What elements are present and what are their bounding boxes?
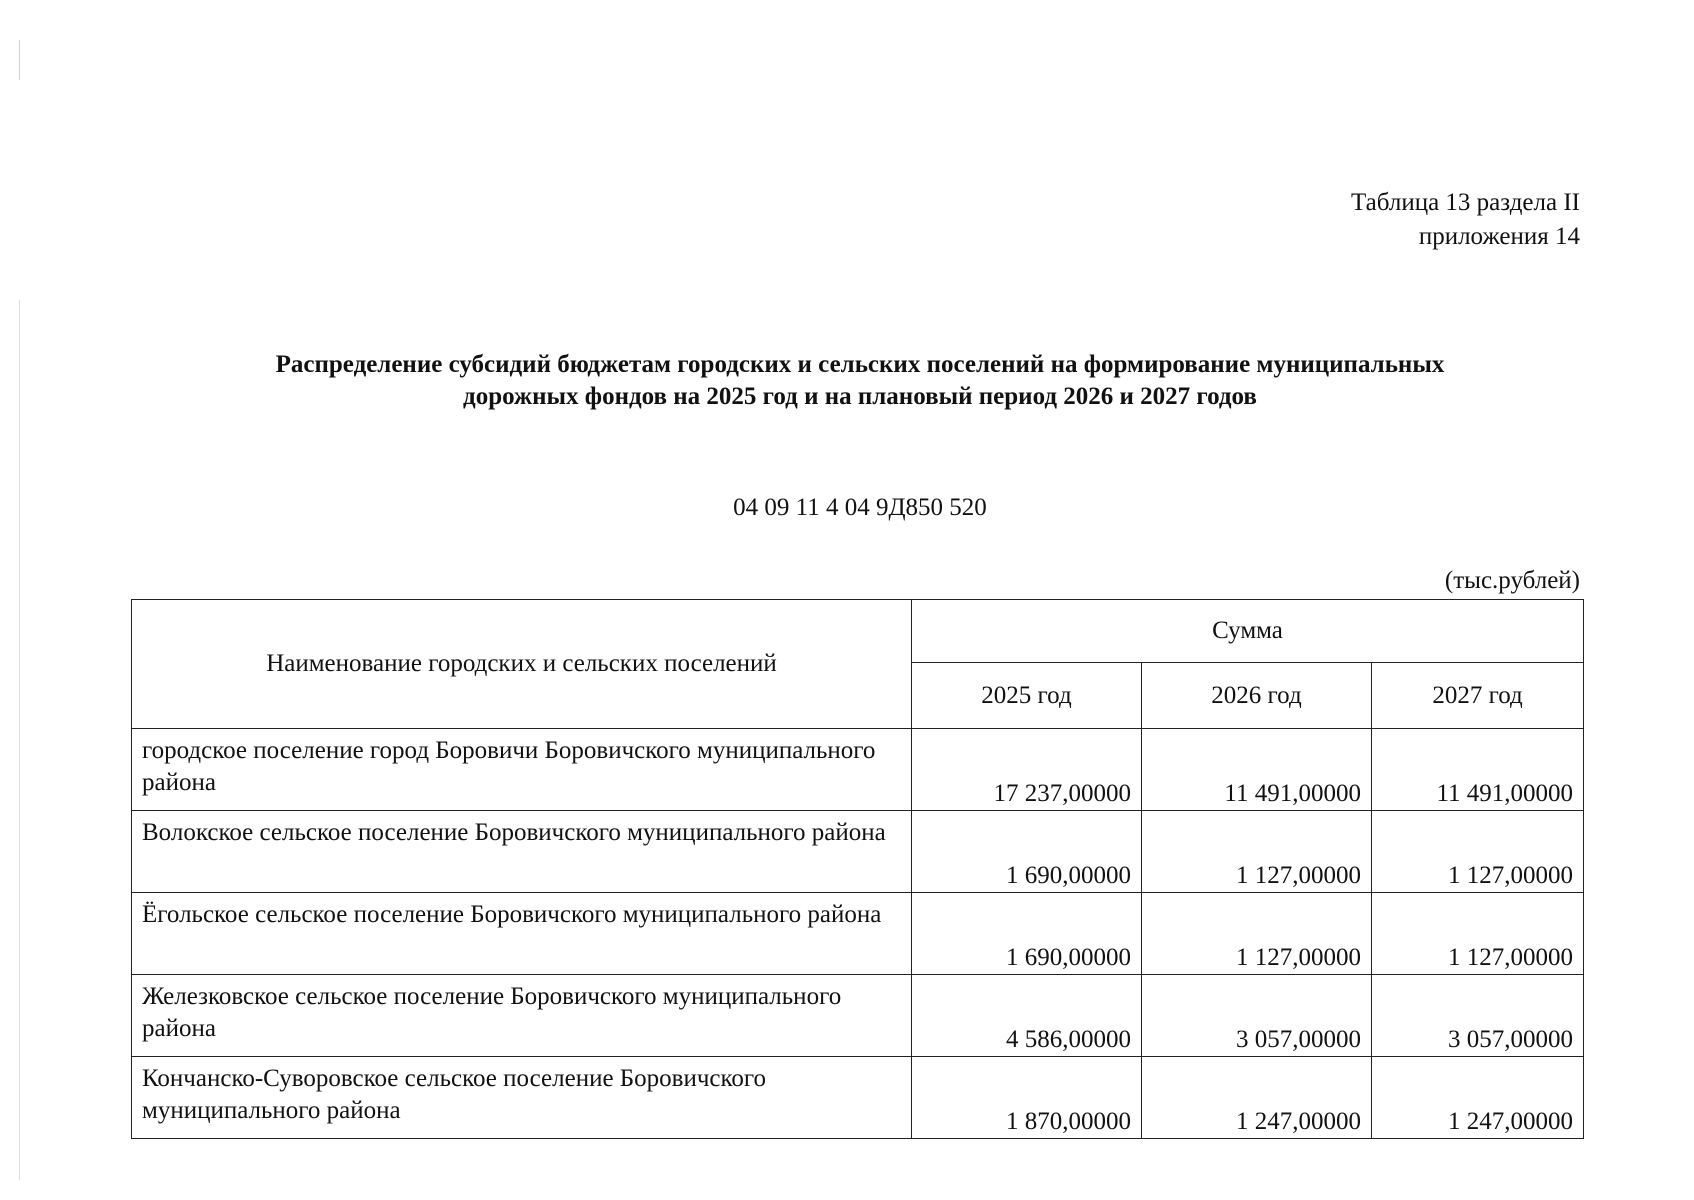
table-row (132, 729, 1584, 811)
document-title-line: Распределение субсидий бюджетам городских и сельских поселений на формирование муниципальных (275, 351, 1445, 378)
column-header-name: Наименование городских и сельских поселений (132, 600, 912, 729)
table-row (132, 975, 1584, 1057)
table-reference (1351, 186, 1580, 254)
column-header-year: 2027 год (1372, 663, 1584, 729)
table-reference-line: Таблица 13 раздела II (1351, 189, 1580, 216)
amount-cell: 1 247,00000 (1142, 1057, 1372, 1139)
settlement-name: городское поселение город Боровичи Боровичского муниципального района (132, 729, 912, 811)
amount-cell: 1 127,00000 (1372, 893, 1584, 975)
amount-cell: 3 057,00000 (1142, 975, 1372, 1057)
scan-edge-line (19, 300, 20, 1180)
amount-cell: 1 247,00000 (1372, 1057, 1584, 1139)
table-reference-line: приложения 14 (1418, 223, 1580, 250)
column-header-sum: Сумма (912, 600, 1584, 663)
amount-cell: 1 127,00000 (1372, 811, 1584, 893)
amount-cell: 3 057,00000 (1372, 975, 1584, 1057)
amount-cell: 11 491,00000 (1372, 729, 1584, 811)
amount-cell: 17 237,00000 (912, 729, 1142, 811)
table-header-row (132, 600, 1584, 663)
amount-cell: 1 127,00000 (1142, 893, 1372, 975)
settlement-name: Волокское сельское поселение Боровичского муниципального района (132, 811, 912, 893)
settlement-name: Железковское сельское поселение Боровичского муниципального района (132, 975, 912, 1057)
amount-cell: 1 690,00000 (912, 811, 1142, 893)
amount-cell: 1 690,00000 (912, 893, 1142, 975)
settlement-name: Ёгольское сельское поселение Боровичского муниципального района (132, 893, 912, 975)
budget-classification-code: 04 09 11 4 04 9Д850 520 (733, 494, 987, 521)
amount-cell: 1 127,00000 (1142, 811, 1372, 893)
subsidy-table (131, 599, 1584, 1139)
document-title (130, 349, 1590, 413)
table-row (132, 893, 1584, 975)
table-row (132, 811, 1584, 893)
amount-cell: 4 586,00000 (912, 975, 1142, 1057)
settlement-name: Кончанско-Суворовское сельское поселение Боровичского муниципального района (132, 1057, 912, 1139)
units-label: (тыс.рублей) (1444, 567, 1580, 594)
column-header-year: 2025 год (912, 663, 1142, 729)
amount-cell: 11 491,00000 (1142, 729, 1372, 811)
amount-cell: 1 870,00000 (912, 1057, 1142, 1139)
scan-edge-line (19, 40, 20, 80)
column-header-year: 2026 год (1142, 663, 1372, 729)
table-row (132, 1057, 1584, 1139)
document-title-line: дорожных фондов на 2025 год и на плановый период 2026 и 2027 годов (463, 383, 1257, 410)
